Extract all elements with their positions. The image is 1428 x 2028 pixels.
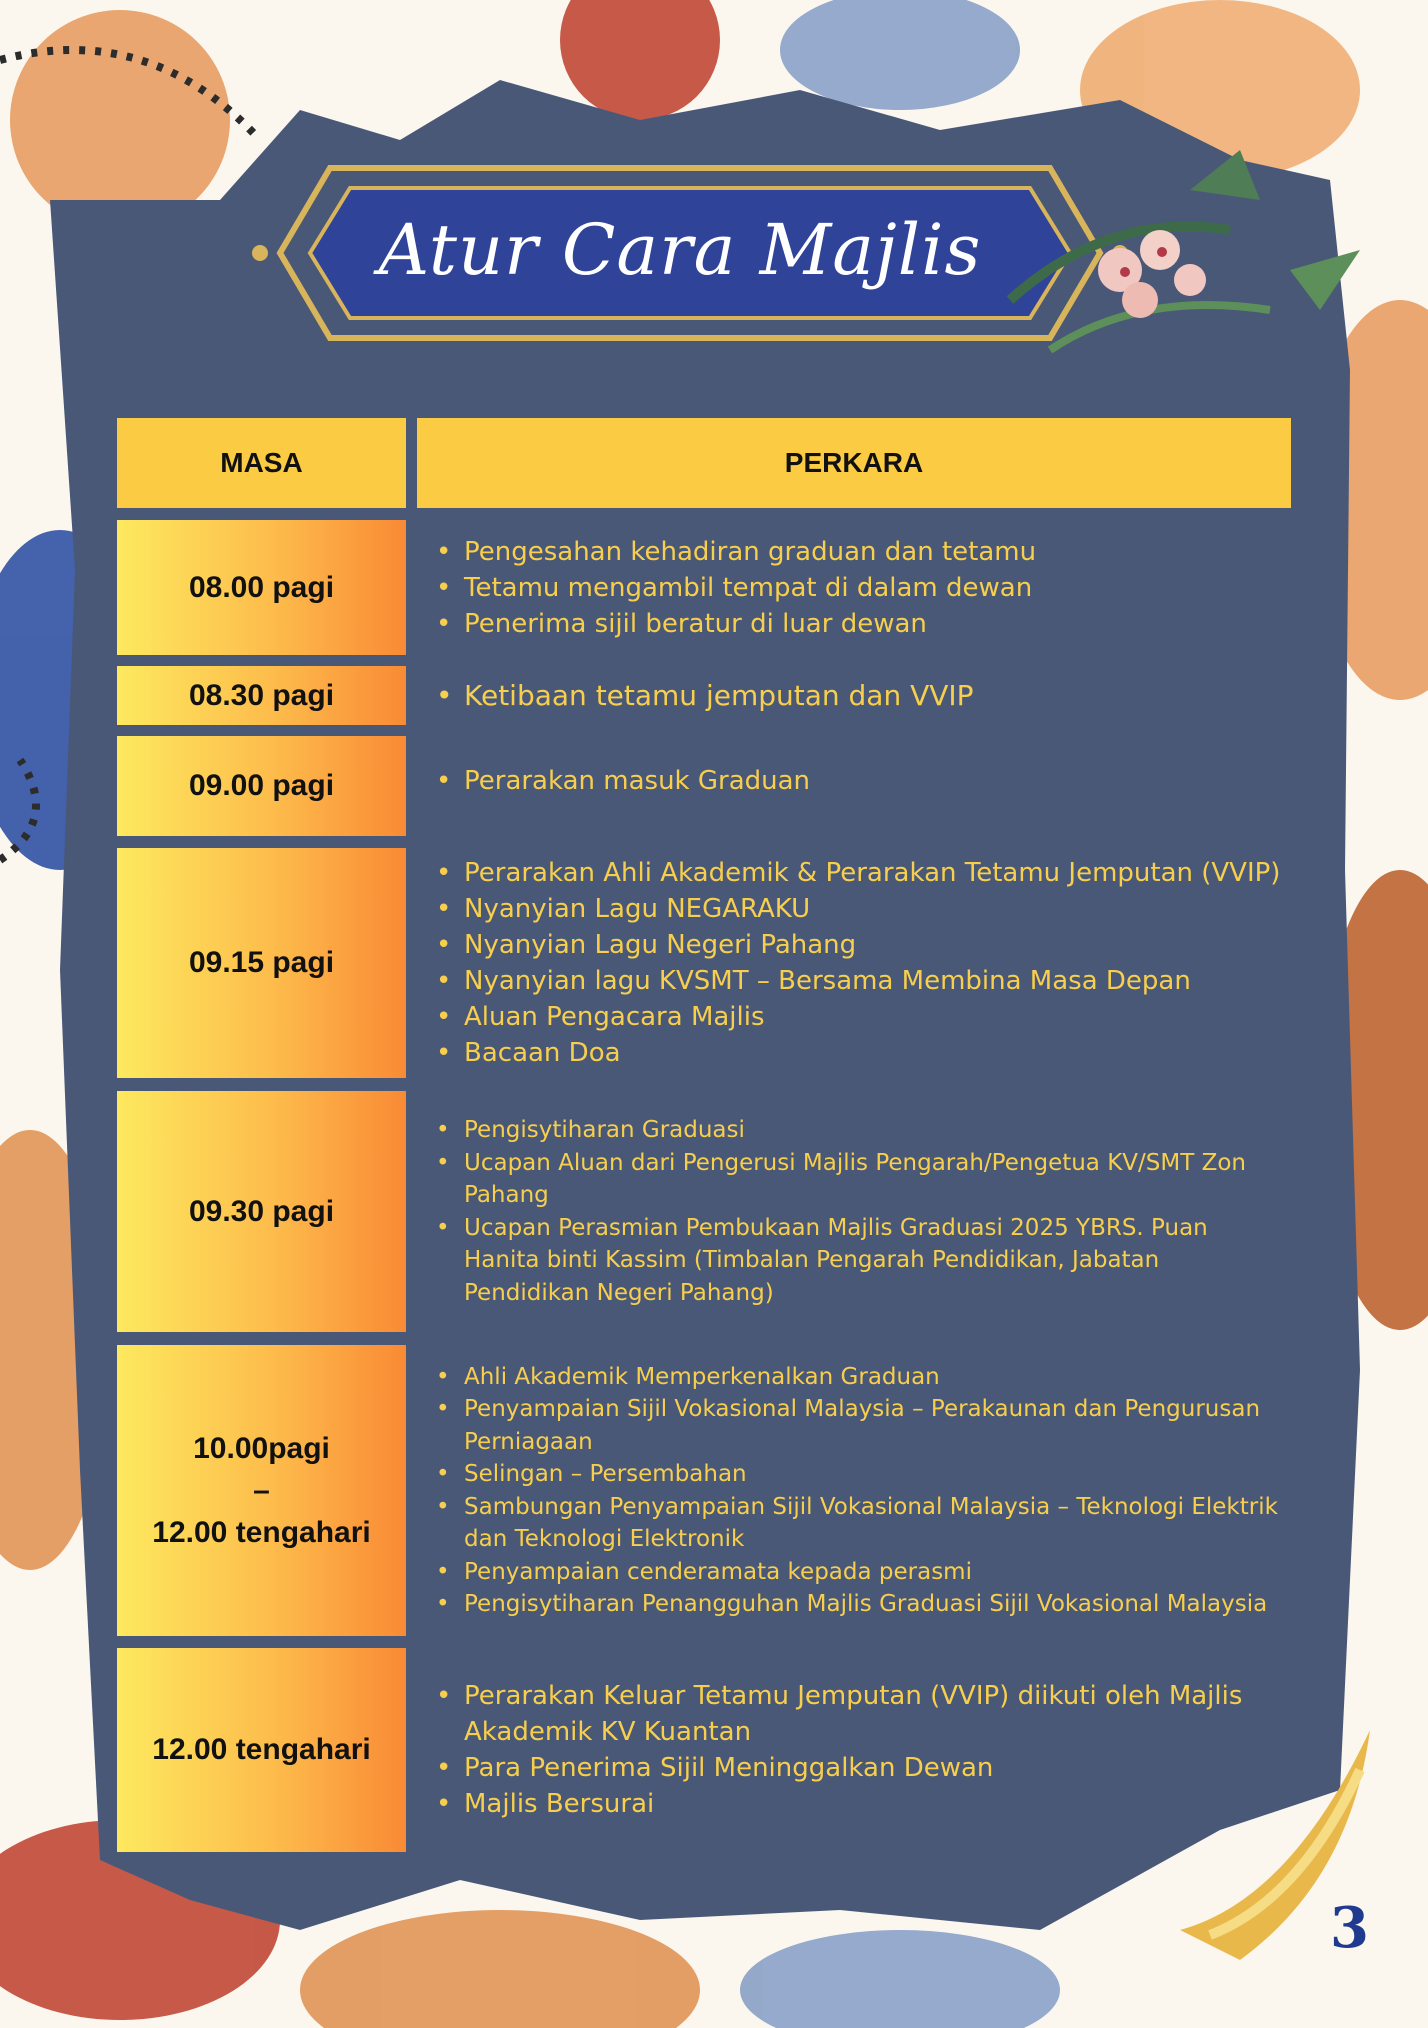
- header-masa: MASA: [117, 418, 406, 508]
- page-curl: [1180, 1730, 1428, 2028]
- time-cell: [117, 666, 406, 725]
- orchid-decoration: [990, 150, 1370, 420]
- agenda-item: • Majlis Bersurai: [430, 1786, 1250, 1822]
- time-cell: [117, 736, 406, 836]
- agenda-item: • Ucapan Aluan dari Pengerusi Majlis Pengarah/Pengetua KV/SMT Zon Pahang: [430, 1147, 1280, 1212]
- agenda-item: • Pengisytiharan Graduasi: [430, 1114, 1280, 1147]
- agenda-item: • Selingan – Persembahan: [430, 1458, 1300, 1491]
- agenda-item: • Pengisytiharan Penangguhan Majlis Graduasi Sijil Vokasional Malaysia: [430, 1588, 1300, 1621]
- time-cell: [117, 1091, 406, 1332]
- agenda-list: [430, 848, 1300, 1078]
- agenda-item: • Perarakan Ahli Akademik & Perarakan Tetamu Jemputan (VVIP): [430, 855, 1300, 891]
- agenda-item: • Sambungan Penyampaian Sijil Vokasional Malaysia – Teknologi Elektrik dan Teknologi Elektronik: [430, 1491, 1300, 1556]
- time-cell: [117, 1648, 406, 1852]
- agenda-item: • Nyanyian Lagu NEGARAKU: [430, 891, 1300, 927]
- agenda-item: • Ucapan Perasmian Pembukaan Majlis Graduasi 2025 YBRS. Puan Hanita binti Kassim (Timbalan Pengarah Pendidikan, Jabatan Pendidikan Negeri Pahang): [430, 1212, 1280, 1310]
- time-text: 09.30 pagi: [188, 1194, 335, 1228]
- time-text: 10.00pagi: [193, 1431, 330, 1465]
- agenda-list: [430, 666, 1300, 725]
- agenda-list: [430, 1091, 1280, 1332]
- agenda-item: • Bacaan Doa: [430, 1035, 1300, 1071]
- agenda-item: • Pengesahan kehadiran graduan dan tetamu: [430, 534, 1300, 570]
- time-text: 08.00 pagi: [188, 570, 335, 604]
- agenda-item: • Penyampaian Sijil Vokasional Malaysia – Perakaunan dan Pengurusan Perniagaan: [430, 1393, 1300, 1458]
- agenda-item: • Nyanyian lagu KVSMT – Bersama Membina Masa Depan: [430, 963, 1300, 999]
- agenda-item: • Penyampaian cenderamata kepada perasmi: [430, 1556, 1300, 1589]
- header-perkara: PERKARA: [417, 418, 1291, 508]
- agenda-item: • Para Penerima Sijil Meninggalkan Dewan: [430, 1750, 1250, 1786]
- agenda-list: [430, 736, 1300, 826]
- time-text: 08.30 pagi: [188, 678, 335, 712]
- agenda-item: • Aluan Pengacara Majlis: [430, 999, 1300, 1035]
- agenda-list: [430, 520, 1300, 655]
- agenda-item: • Ketibaan tetamu jemputan dan VVIP: [430, 678, 1300, 714]
- agenda-item: • Perarakan masuk Graduan: [430, 763, 1300, 799]
- time-cell: [117, 520, 406, 655]
- time-text: 09.15 pagi: [188, 946, 335, 979]
- time-text: 12.00 tengahari: [152, 1515, 371, 1549]
- agenda-item: • Penerima sijil beratur di luar dewan: [430, 606, 1300, 642]
- agenda-list: [430, 1345, 1300, 1636]
- agenda-item: • Tetamu mengambil tempat di dalam dewan: [430, 570, 1300, 606]
- agenda-item: • Ahli Akademik Memperkenalkan Graduan: [430, 1361, 1300, 1394]
- agenda-item: • Perarakan Keluar Tetamu Jemputan (VVIP) diikuti oleh Majlis Akademik KV Kuantan: [430, 1678, 1250, 1750]
- time-text: 09.00 pagi: [188, 769, 335, 802]
- page-title: Atur Cara Majlis: [378, 209, 982, 291]
- time-cell: [117, 848, 406, 1078]
- agenda-list: [430, 1648, 1250, 1852]
- time-cell: [117, 1345, 406, 1636]
- agenda-item: • Nyanyian Lagu Negeri Pahang: [430, 927, 1300, 963]
- page-number: 3: [1330, 1895, 1369, 1961]
- time-text: –: [253, 1473, 270, 1507]
- time-text: 12.00 tengahari: [152, 1733, 371, 1766]
